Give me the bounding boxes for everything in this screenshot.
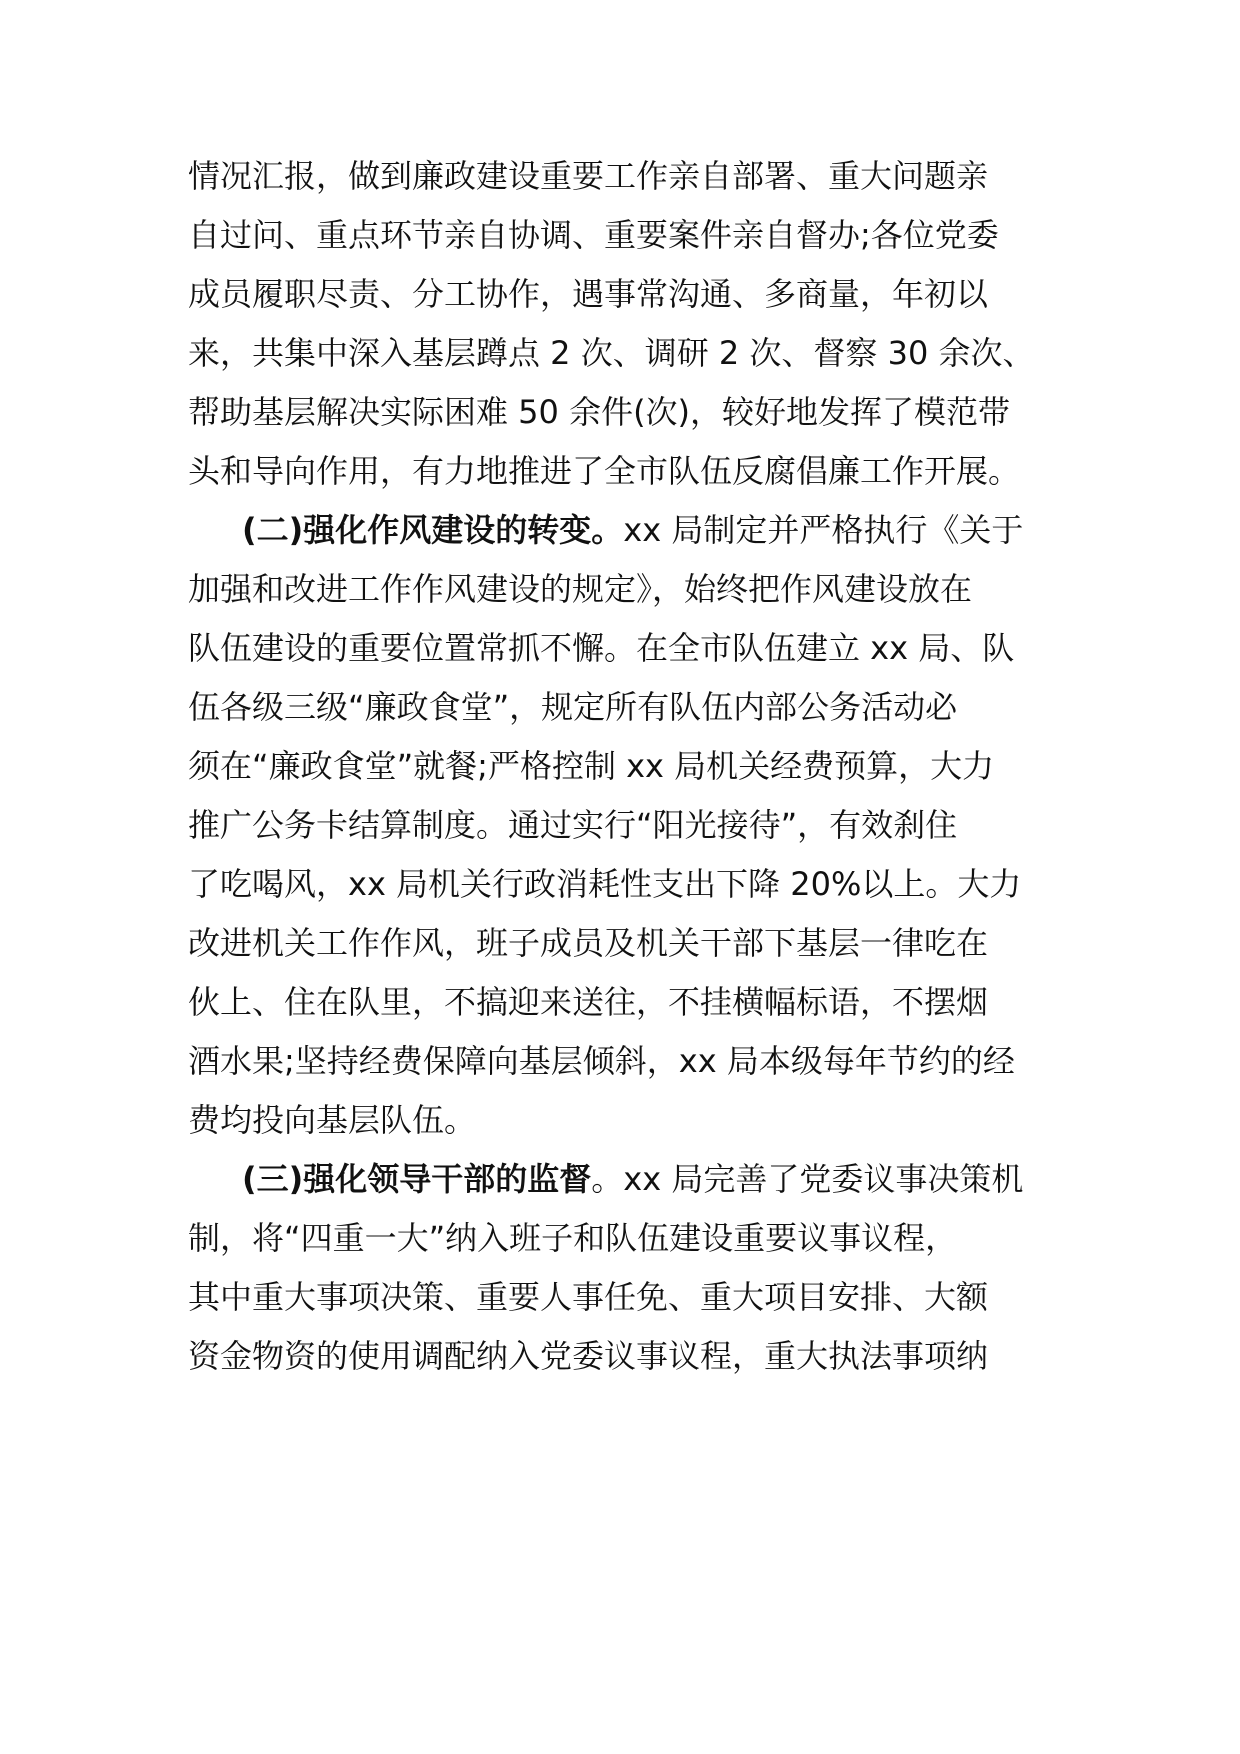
text-line: 伍各级三级“廉政食堂”，规定所有队伍内部公务活动必 <box>188 688 958 726</box>
text-line: 帮助基层解决实际困难 50 余件(次)，较好地发挥了模范带 <box>188 393 1011 431</box>
text-line: 成员履职尽责、分工协作，遇事常沟通、多商量，年初以 <box>188 275 989 313</box>
text-line: 须在“廉政食堂”就餐;严格控制 xx 局机关经费预算，大力 <box>188 747 995 785</box>
text-line: 加强和改进工作作风建设的规定》，始终把作风建设放在 <box>188 570 973 608</box>
section-3-first-text: 。xx 局完善了党委议事决策机 <box>591 1160 1024 1198</box>
text-line: 了吃喝风，xx 局机关行政消耗性支出下降 20%以上。大力 <box>188 865 1022 903</box>
section-3-first-line <box>242 1159 1023 1199</box>
section-3-heading: (三)强化领导干部的监督 <box>242 1160 592 1198</box>
section-2-first-line <box>242 510 1023 550</box>
section-2-heading: (二)强化作风建设的转变。 <box>242 511 624 549</box>
text-line: 资金物资的使用调配纳入党委议事议程，重大执法事项纳 <box>188 1337 989 1375</box>
text-line: 自过问、重点环节亲自协调、重要案件亲自督办;各位党委 <box>188 216 999 254</box>
text-line: 改进机关工作作风，班子成员及机关干部下基层一律吃在 <box>188 924 989 962</box>
text-line: 队伍建设的重要位置常抓不懈。在全市队伍建立 xx 局、队 <box>188 629 1015 667</box>
section-2-first-text: xx 局制定并严格执行《关于 <box>623 511 1024 549</box>
text-line: 费均投向基层队伍。 <box>188 1101 477 1139</box>
text-line: 头和导向作用，有力地推进了全市队伍反腐倡廉工作开展。 <box>188 452 1021 490</box>
text-line: 推广公务卡结算制度。通过实行“阳光接待”，有效刹住 <box>188 806 958 844</box>
text-line: 情况汇报，做到廉政建设重要工作亲自部署、重大问题亲 <box>188 157 989 195</box>
text-line: 伙上、住在队里，不搞迎来送往，不挂横幅标语，不摆烟 <box>188 983 989 1021</box>
text-line: 制，将“四重一大”纳入班子和队伍建设重要议事议程， <box>188 1219 958 1257</box>
text-line: 酒水果;坚持经费保障向基层倾斜，xx 局本级每年节约的经 <box>188 1042 1015 1080</box>
text-line: 其中重大事项决策、重要人事任免、重大项目安排、大额 <box>188 1278 989 1316</box>
text-line: 来，共集中深入基层蹲点 2 次、调研 2 次、督察 30 余次、 <box>188 334 1035 372</box>
